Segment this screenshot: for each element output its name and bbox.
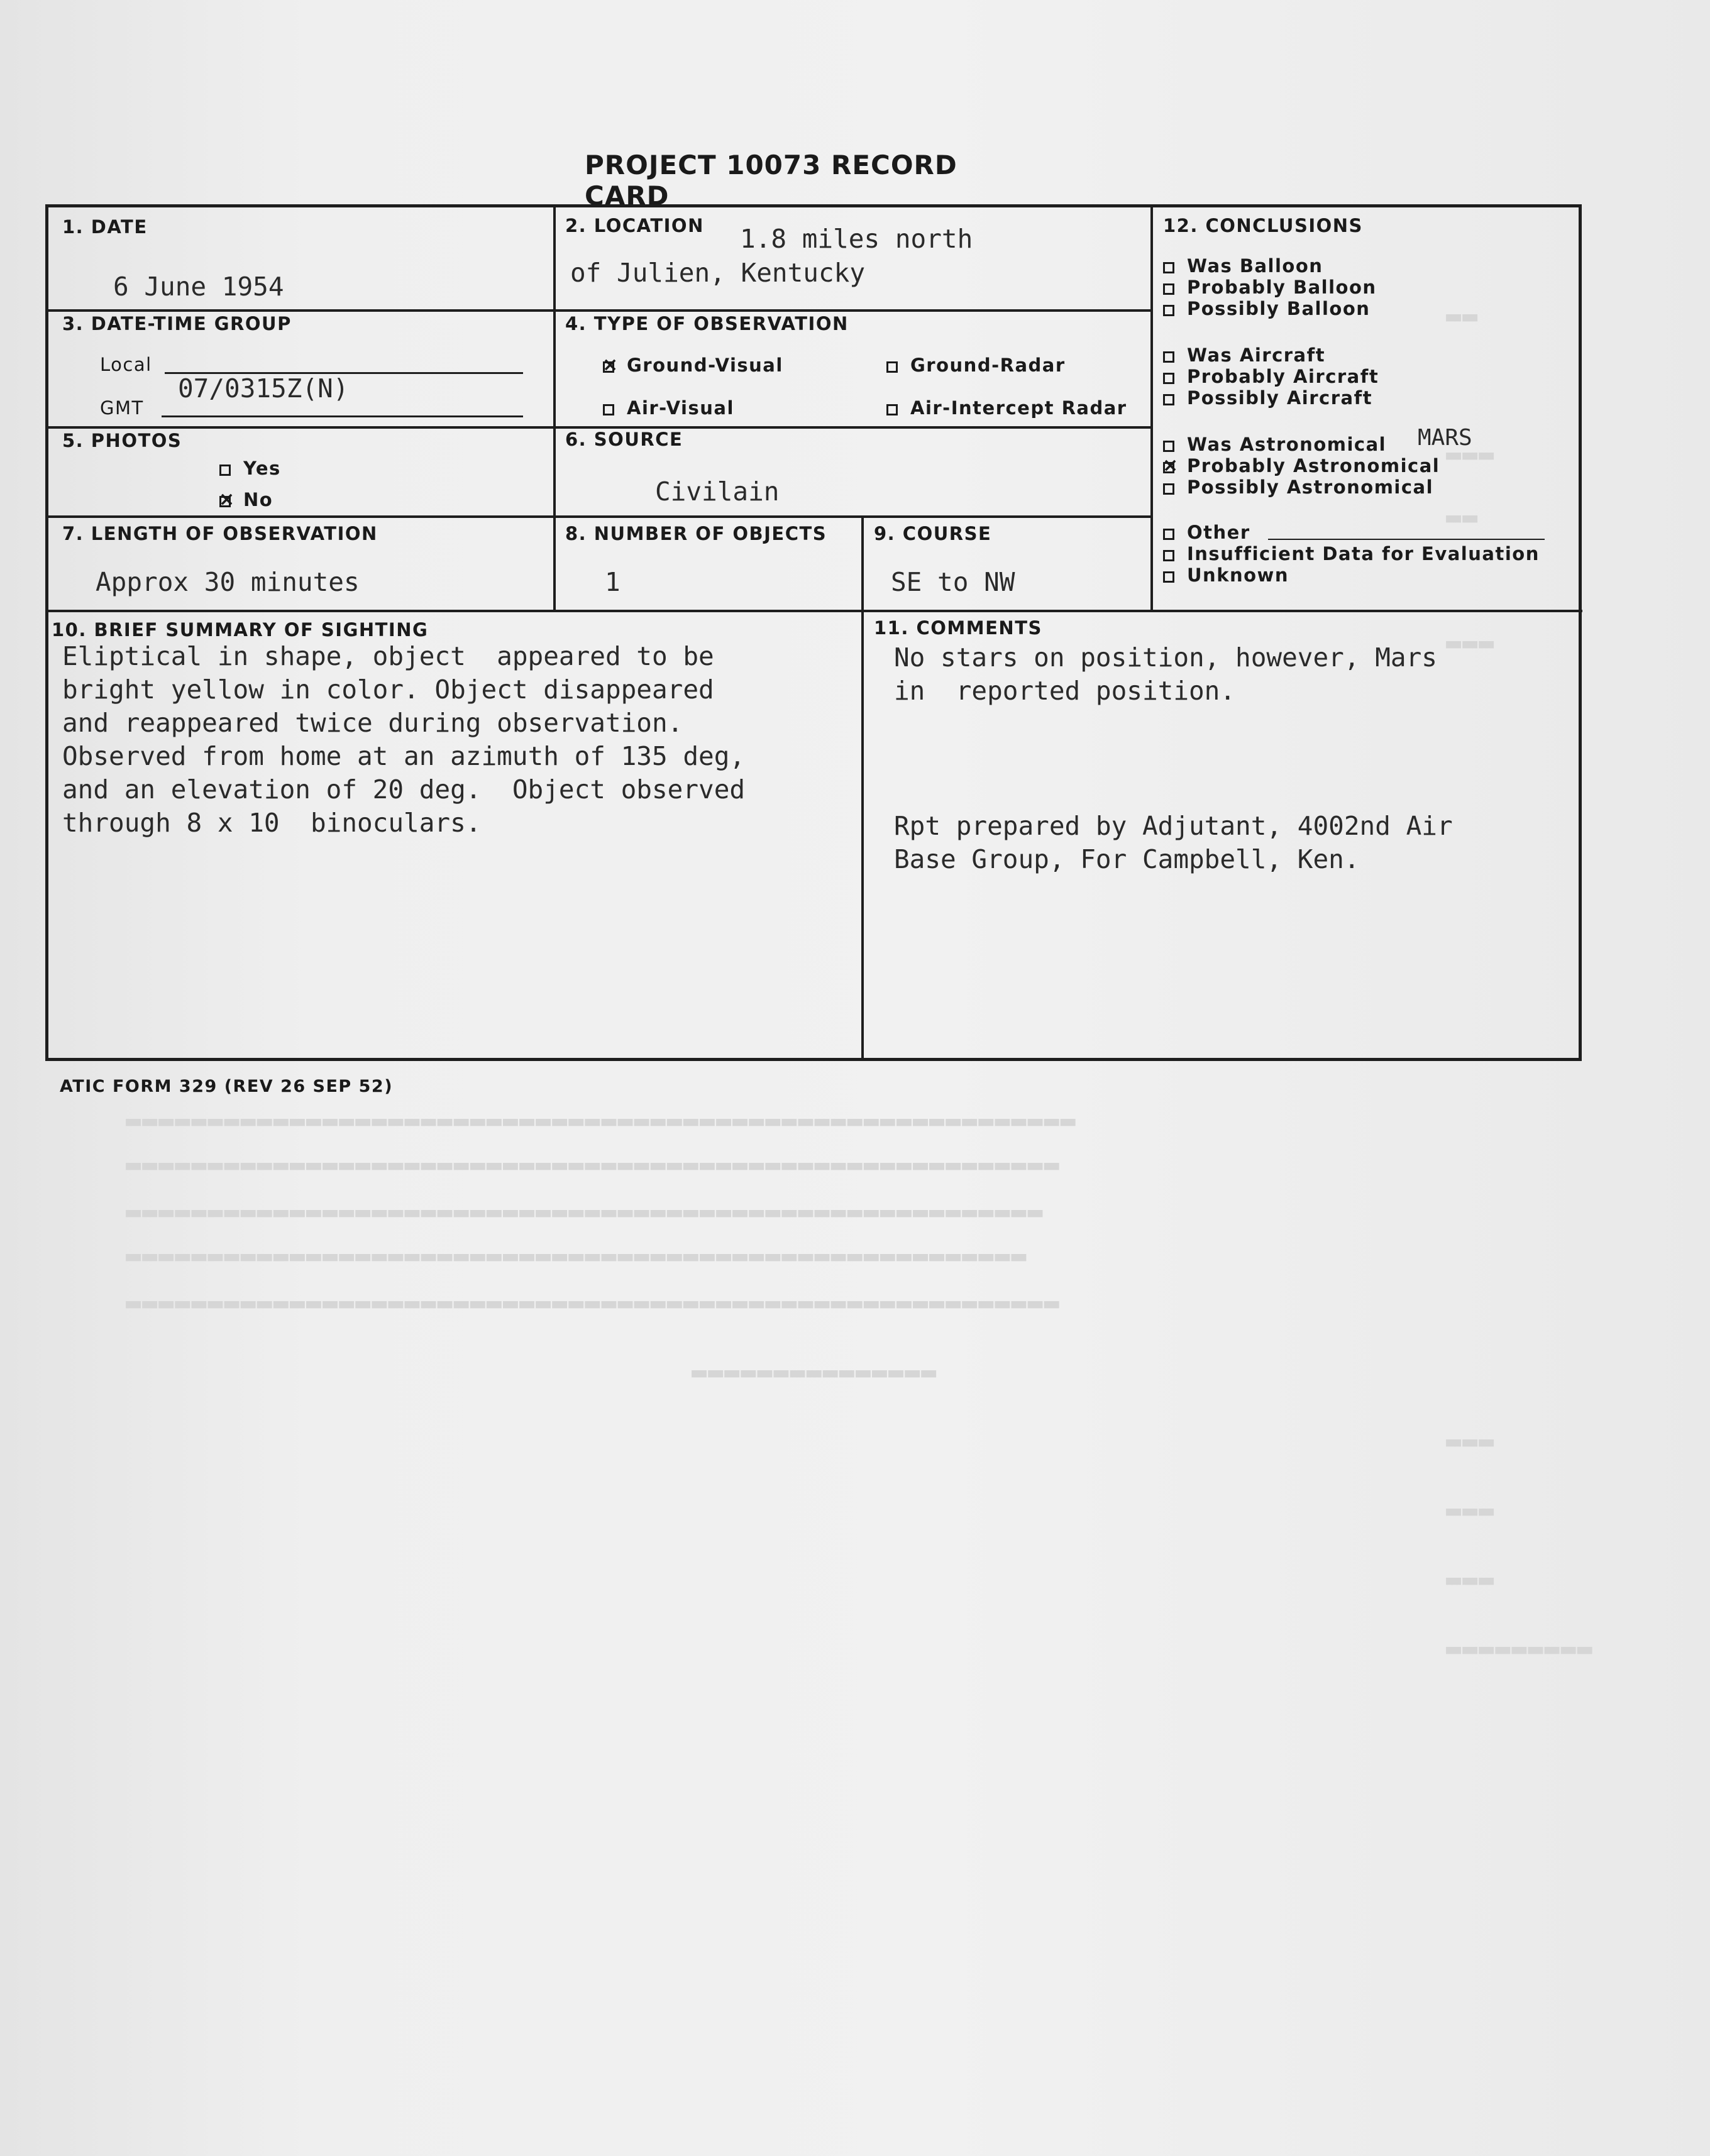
bleed-through-mark: ▬▬▬ [1446,440,1496,469]
checkbox-icon [219,465,231,476]
local-label: Local [100,354,152,375]
checkbox-icon [1163,373,1174,384]
brief-summary-line: bright yellow in color. Object disappeared [62,674,714,705]
brief-summary-line: and an elevation of 20 deg. Object observed [62,774,746,805]
checkbox-icon [1163,394,1174,405]
bleed-through-mark: ▬▬▬▬▬▬▬▬▬ [1446,1634,1594,1663]
checkbox-icon [1163,462,1174,473]
astronomical-note: MARS [1418,425,1472,451]
conclusion-probably-aircraft[interactable]: Probably Aircraft [1163,366,1379,387]
grid-line [48,309,1152,312]
course-label: 9. COURSE [874,523,992,544]
comments-line: in reported position. [894,676,1236,706]
bleed-through-mark: ▬▬▬ [1446,629,1496,657]
location-label: 2. LOCATION [565,215,704,236]
checkbox-icon [603,404,614,415]
date-time-group-label: 3. DATE-TIME GROUP [62,313,292,334]
gmt-label: GMT [100,397,144,419]
course-value: SE to NW [891,567,1015,597]
option-photos-yes[interactable]: Yes [219,458,281,479]
length-of-observation-label: 7. LENGTH OF OBSERVATION [62,523,378,544]
brief-summary-line: Eliptical in shape, object appeared to be [62,641,714,671]
bleed-through-mark: ▬▬▬ [1446,1496,1496,1525]
conclusion-possibly-aircraft[interactable]: Possibly Aircraft [1163,387,1372,409]
type-of-observation-label: 4. TYPE OF OBSERVATION [565,313,849,334]
checkbox-icon [1163,483,1174,495]
bleed-through-mark: ▬▬▬▬▬▬▬▬▬▬▬▬▬▬▬ [692,1358,938,1387]
conclusion-other[interactable]: Other [1163,522,1250,543]
card-title: PROJECT 10073 RECORD CARD [585,150,957,211]
checkbox-icon [1163,262,1174,273]
checkbox-icon [886,404,898,415]
conclusion-insufficient-data[interactable]: Insufficient Data for Evaluation [1163,543,1540,564]
checkbox-icon [1163,283,1174,295]
grid-line [553,207,556,612]
grid-line [48,515,1152,518]
comments-prepared-line: Rpt prepared by Adjutant, 4002nd Air [894,811,1453,841]
source-label: 6. SOURCE [565,429,683,450]
brief-summary-line: and reappeared twice during observation. [62,708,683,738]
location-line-2: of Julien, Kentucky [570,258,865,288]
option-ground-radar[interactable]: Ground-Radar [886,355,1066,376]
comments-line: No stars on position, however, Mars [894,642,1437,673]
grid-line [1150,207,1153,610]
number-of-objects-value: 1 [605,567,621,597]
checkbox-icon [603,361,614,373]
option-air-intercept-radar[interactable]: Air-Intercept Radar [886,397,1127,419]
grid-line [861,517,864,1061]
option-ground-visual[interactable]: ×Ground-Visual [603,355,783,376]
conclusion-probably-balloon[interactable]: Probably Balloon [1163,277,1377,298]
checkbox-icon [1163,571,1174,583]
conclusion-probably-astronomical[interactable]: ×Probably Astronomical [1163,455,1440,476]
checkbox-icon [1163,441,1174,452]
date-value: 6 June 1954 [113,272,284,302]
location-line-1: 1.8 miles north [740,224,973,254]
bleed-through-mark: ▬▬▬ [1446,1565,1496,1594]
checkbox-icon [1163,351,1174,363]
bleed-through-mark: ▬▬▬▬▬▬▬▬▬▬▬▬▬▬▬▬▬▬▬▬▬▬▬▬▬▬▬▬▬▬▬▬▬▬▬▬▬▬▬▬▬▬▬▬▬▬▬▬▬▬▬▬▬▬▬▬ [126,1197,1044,1226]
checkbox-icon [1163,550,1174,561]
bleed-through-mark: ▬▬▬▬▬▬▬▬▬▬▬▬▬▬▬▬▬▬▬▬▬▬▬▬▬▬▬▬▬▬▬▬▬▬▬▬▬▬▬▬▬▬▬▬▬▬▬▬▬▬▬▬▬▬▬▬▬ [126,1289,1061,1317]
checkbox-icon [1163,305,1174,316]
form-footer: ATIC FORM 329 (REV 26 SEP 52) [60,1077,394,1096]
bleed-through-mark: ▬▬▬▬▬▬▬▬▬▬▬▬▬▬▬▬▬▬▬▬▬▬▬▬▬▬▬▬▬▬▬▬▬▬▬▬▬▬▬▬▬▬▬▬▬▬▬▬▬▬▬▬▬▬▬▬▬▬ [126,1106,1077,1135]
brief-summary-line: through 8 x 10 binoculars. [62,808,482,838]
record-card [45,204,1582,1061]
checkbox-icon [219,496,231,507]
gmt-underline [162,415,523,417]
conclusion-unknown[interactable]: Unknown [1163,564,1289,586]
bleed-through-mark: ▬▬ [1446,302,1479,331]
conclusion-possibly-balloon[interactable]: Possibly Balloon [1163,298,1370,319]
bleed-through-mark: ▬▬▬▬▬▬▬▬▬▬▬▬▬▬▬▬▬▬▬▬▬▬▬▬▬▬▬▬▬▬▬▬▬▬▬▬▬▬▬▬▬▬▬▬▬▬▬▬▬▬▬▬▬▬▬▬▬ [126,1150,1061,1179]
source-value: Civilain [655,476,780,507]
conclusion-possibly-astronomical[interactable]: Possibly Astronomical [1163,476,1433,498]
brief-summary-label: 10. BRIEF SUMMARY OF SIGHTING [52,619,429,641]
comments-label: 11. COMMENTS [874,617,1042,639]
conclusions-label: 12. CONCLUSIONS [1163,215,1363,236]
length-of-observation-value: Approx 30 minutes [96,567,360,597]
bleed-through-mark: ▬▬▬▬▬▬▬▬▬▬▬▬▬▬▬▬▬▬▬▬▬▬▬▬▬▬▬▬▬▬▬▬▬▬▬▬▬▬▬▬▬▬▬▬▬▬▬▬▬▬▬▬▬▬▬ [126,1241,1028,1270]
conclusion-was-aircraft[interactable]: Was Aircraft [1163,344,1325,366]
date-label: 1. DATE [62,216,148,238]
gmt-value: 07/0315Z(N) [178,373,349,404]
option-photos-no[interactable]: ×No [219,489,273,510]
brief-summary-line: Observed from home at an azimuth of 135 deg, [62,741,746,771]
number-of-objects-label: 8. NUMBER OF OBJECTS [565,523,827,544]
bleed-through-mark: ▬▬▬ [1446,1427,1496,1456]
grid-line [48,610,1582,612]
checkbox-icon [886,361,898,373]
other-underline [1268,539,1545,540]
conclusion-was-astronomical[interactable]: Was Astronomical [1163,434,1386,455]
checkbox-icon [1163,529,1174,540]
bleed-through-mark: ▬▬ [1446,503,1479,532]
photos-label: 5. PHOTOS [62,430,182,451]
conclusion-was-balloon[interactable]: Was Balloon [1163,255,1323,277]
comments-prepared-line: Base Group, For Campbell, Ken. [894,844,1360,874]
option-air-visual[interactable]: Air-Visual [603,397,734,419]
